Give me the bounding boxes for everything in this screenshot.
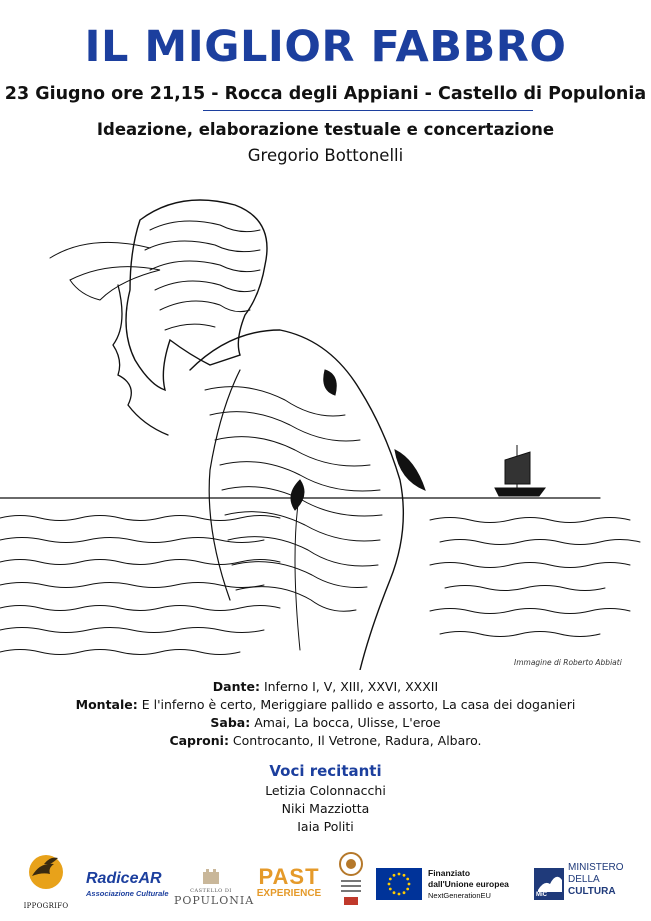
eu-funding-logo: Finanziato dall'Unione europea NextGenerationEU [376,868,526,902]
ippogrifo-logo: IPPOGRIFO [22,852,70,916]
voice-name: Niki Mazziotta [281,801,370,816]
voices-list [0,782,651,836]
museum-logo [334,850,368,910]
program-item: Saba: Amai, La bocca, Ulisse, L'eroe [210,715,441,730]
mic-emblem-icon [534,864,568,904]
eu-flag-icon [376,868,422,900]
castle-icon [201,866,221,884]
divider [203,110,533,111]
program-list [0,678,651,750]
dante-illustration [0,180,651,670]
voice-name: Letizia Colonnacchi [265,783,386,798]
ministero-cultura-logo: MiC MINISTERO DELLA CULTURA [534,862,644,906]
image-credit: Immagine di Roberto Abbiati [514,658,622,667]
past-experience-logo: PAST EXPERIENCE [256,864,322,899]
poster-title: IL MIGLIOR FABBRO [84,22,567,72]
author-name: Gregorio Bottonelli [247,146,404,165]
voice-name: Iaia Politi [297,819,354,834]
museum-emblem-icon [334,850,368,910]
program-item: Dante: Inferno I, V, XIII, XXVI, XXXII [212,679,439,694]
boat [495,445,545,496]
credit-line: Ideazione, elaborazione testuale e concertazione [96,120,555,139]
event-details: 23 Giugno ore 21,15 - Rocca degli Appiani - Castello di Populonia [4,84,647,104]
program-item: Caproni: Controcanto, Il Vetrone, Radura, Albaro. [169,733,482,748]
sponsor-logos [0,850,651,921]
ippogrifo-icon [22,852,70,892]
voices-heading: Voci recitanti [269,762,382,780]
castello-populonia-logo: CASTELLO DI POPULONIA [174,866,248,907]
radicear-logo: RadiceAR Associazione Culturale [86,870,169,898]
program-item: Montale: E l'inferno è certo, Meriggiare pallido e assorto, La casa dei doganieri [75,697,576,712]
